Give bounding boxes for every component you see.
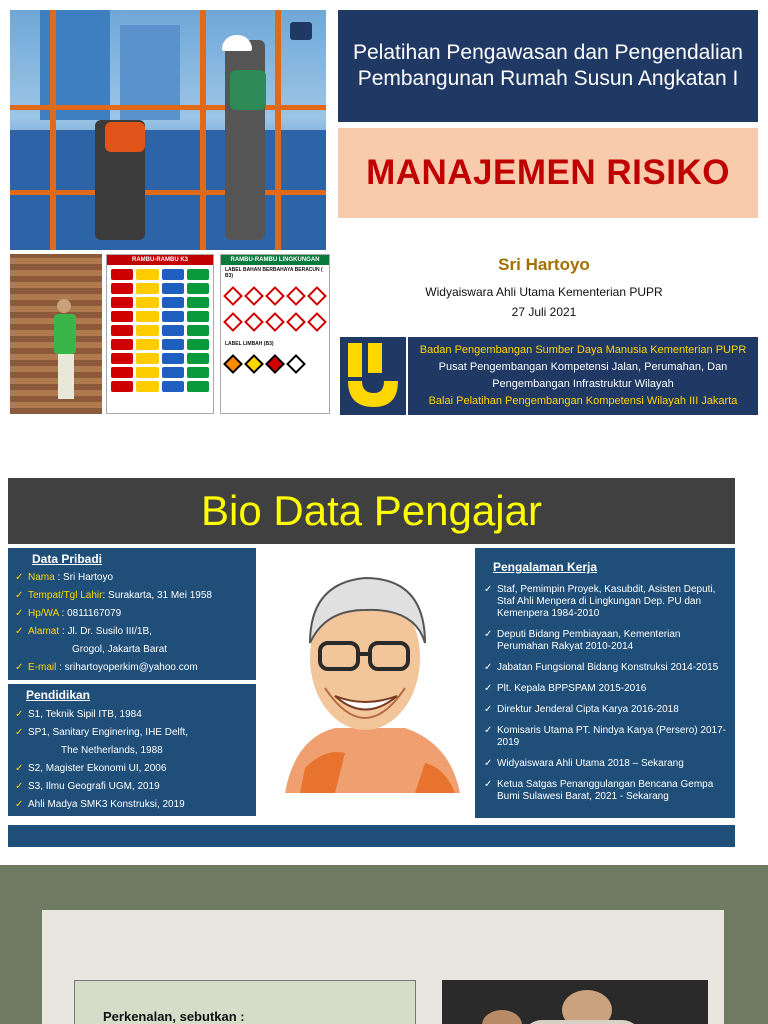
check-icon: ✓ <box>15 590 24 601</box>
check-icon: ✓ <box>15 727 24 738</box>
check-icon: ✓ <box>484 584 493 595</box>
k3-safety-signs-chart <box>106 254 214 414</box>
check-icon: ✓ <box>484 725 493 736</box>
scaffold-workers-photo <box>10 10 326 250</box>
bio-header <box>8 478 735 544</box>
org-line-1: Badan Pengembangan Sumber Daya Manusia Kementerian PUPR <box>419 344 747 356</box>
presentation-date: 27 Juli 2021 <box>511 305 577 319</box>
personal-item: ✓ Nama : Sri Hartoyo <box>14 569 250 587</box>
check-icon: ✓ <box>15 763 24 774</box>
author-name: Sri Hartoyo <box>498 255 590 274</box>
check-icon: ✓ <box>15 608 24 619</box>
experience-item: ✓ Staf, Pemimpin Proyek, Kasubdit, Asisten Deputi, Staf Ahli Menpera di Lingkungan Dep. PU dan Kemenpera 1984-2010 <box>484 584 716 619</box>
training-photo <box>442 980 708 1024</box>
experience-item: ✓ Widyaiswara Ahli Utama 2018 – Sekarang <box>484 758 684 769</box>
education-panel <box>8 684 256 816</box>
training-title-box <box>338 10 758 122</box>
check-icon: ✓ <box>15 709 24 720</box>
personal-item: ✓ E-mail : srihartoyoperkim@yahoo.com <box>14 659 250 677</box>
org-line-2: Pusat Pengembangan Kompetensi Jalan, Perumahan, Dan <box>438 361 728 373</box>
work-experience-title: Pengalaman Kerja <box>493 560 598 574</box>
experience-item: ✓ Plt. Kepala BPPSPAM 2015-2016 <box>484 683 647 694</box>
check-icon: ✓ <box>484 683 493 694</box>
personal-data-panel <box>8 548 256 680</box>
topic-box <box>338 128 758 218</box>
education-title: Pendidikan <box>26 688 91 702</box>
work-experience-panel <box>475 548 735 818</box>
check-icon: ✓ <box>15 626 24 637</box>
org-line-3: Pengembangan Infrastruktur Wilayah <box>492 378 674 390</box>
slide-bio-data <box>0 470 768 850</box>
wall-worker-photo <box>10 254 102 414</box>
personal-item: ✓ Alamat : Jl. Dr. Susilo III/1B, <box>14 623 250 641</box>
experience-item: ✓ Deputi Bidang Pembiayaan, Kementerian Perumahan Rakyat 2010-2014 <box>484 629 681 652</box>
check-icon: ✓ <box>484 758 493 769</box>
org-line-4: Balai Pelatihan Pengembangan Kompetensi Wilayah III Jakarta <box>428 395 738 407</box>
bio-footer-bar <box>8 825 735 847</box>
check-icon: ✓ <box>484 704 493 715</box>
introduction-prompt-box <box>74 980 416 1024</box>
personal-item: ✓ Hp/WA : 0811167079 <box>14 605 250 623</box>
introduction-prompt: Perkenalan, sebutkan : <box>103 1009 245 1024</box>
environment-signs-chart <box>220 254 330 414</box>
author-role: Widyaiswara Ahli Utama Kementerian PUPR <box>425 285 663 299</box>
education-item: ✓ SP1, Sanitary Enginering, IHE Delft, <box>14 724 250 742</box>
b3-waste-heading: LABEL LIMBAH (B3) <box>225 341 274 347</box>
education-item: The Netherlands, 1988 <box>61 745 163 756</box>
check-icon: ✓ <box>15 781 24 792</box>
slide-introduction <box>0 865 768 1024</box>
check-icon: ✓ <box>484 629 493 640</box>
pupr-logo <box>340 337 406 415</box>
education-item: ✓ S3, Ilmu Geografi UGM, 2019 <box>14 778 250 796</box>
check-icon: ✓ <box>484 779 493 790</box>
organization-box <box>408 337 758 415</box>
experience-item: ✓ Direktur Jenderal Cipta Karya 2016-2018 <box>484 704 679 715</box>
introduction-card <box>42 910 724 1024</box>
education-item: ✓ S1, Teknik Sipil ITB, 1984 <box>14 706 250 724</box>
check-icon: ✓ <box>15 662 24 673</box>
education-item: ✓ Ahli Madya SMK3 Konstruksi, 2019 <box>14 796 250 814</box>
topic-title: MANAJEMEN RISIKO <box>366 153 730 192</box>
bio-heading: Bio Data Pengajar <box>201 487 542 534</box>
experience-item: ✓ Komisaris Utama PT. Nindya Karya (Persero) 2017-2019 <box>484 725 726 748</box>
k3-chart-title: RAMBU-RAMBU K3 <box>107 255 213 265</box>
experience-item: ✓ Ketua Satgas Penanggulangan Bencana Gempa Bumi Sulawesi Barat, 2021 - Sekarang <box>484 779 714 802</box>
check-icon: ✓ <box>15 572 24 583</box>
slide-cover <box>0 0 768 420</box>
b3-label-heading: LABEL BAHAN BERBAHAYA BERACUN ( B3) <box>225 267 323 279</box>
check-icon: ✓ <box>15 799 24 810</box>
instructor-portrait <box>265 548 470 793</box>
training-title: Pelatihan Pengawasan dan Pengendalian Pembangunan Rumah Susun Angkatan I <box>353 41 743 90</box>
personal-data-title: Data Pribadi <box>32 552 103 566</box>
environment-chart-title: RAMBU-RAMBU LINGKUNGAN <box>221 255 329 265</box>
education-item: ✓ S2, Magister Ekonomi UI, 2006 <box>14 760 250 778</box>
personal-item: ✓ Tempat/Tgl Lahir: Surakarta, 31 Mei 1958 <box>14 587 250 605</box>
personal-item: Grogol, Jakarta Barat <box>72 644 168 655</box>
experience-item: ✓ Jabatan Fungsional Bidang Konstruksi 2014-2015 <box>484 662 719 673</box>
check-icon: ✓ <box>484 662 493 673</box>
